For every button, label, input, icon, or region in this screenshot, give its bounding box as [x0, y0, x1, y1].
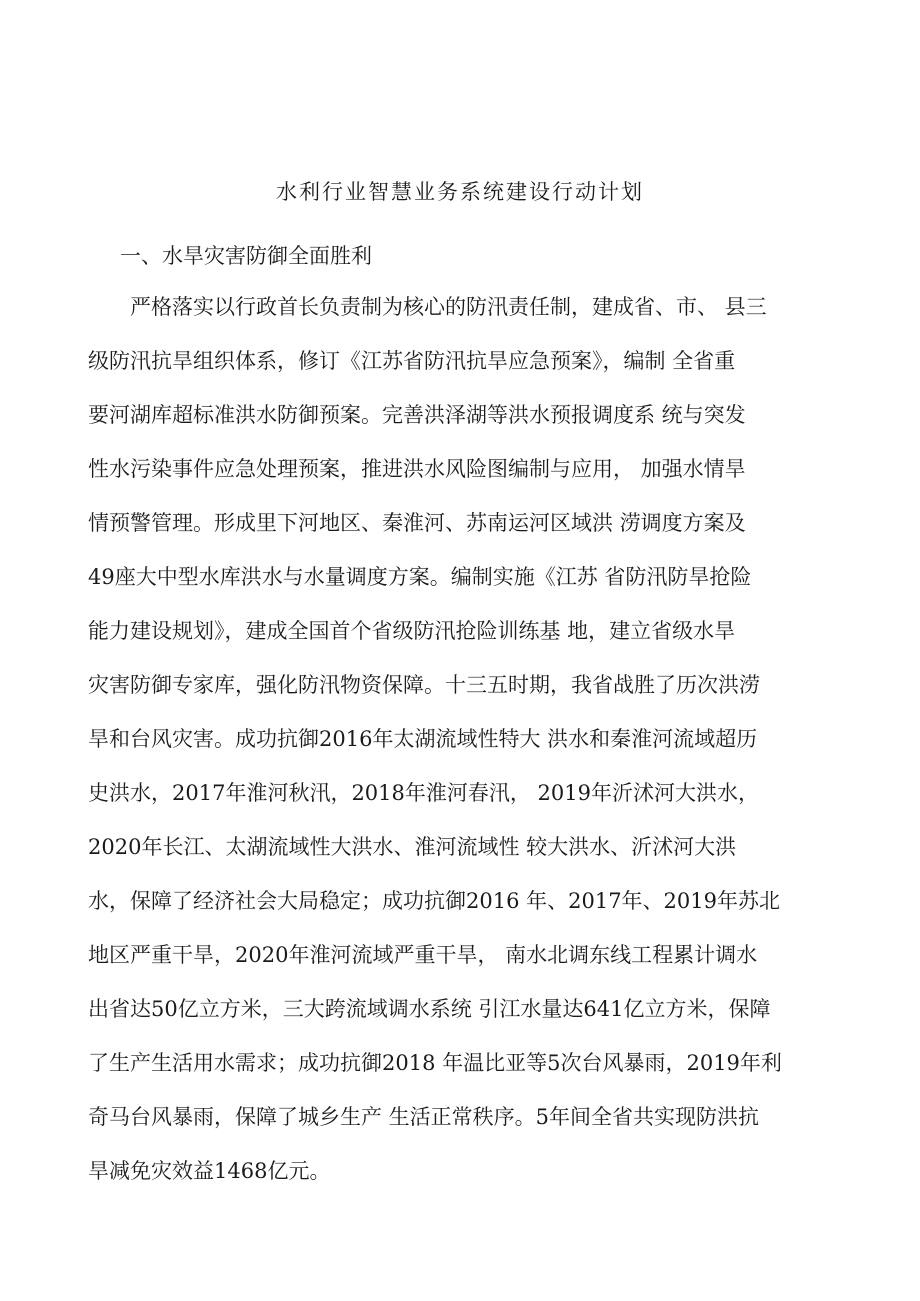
- section-heading: 一、水旱灾害防御全面胜利: [120, 244, 372, 268]
- paragraph-line: 性水污染事件应急处理预案，推进洪水风险图编制与应用， 加强水情旱: [88, 457, 746, 481]
- paragraph-line: 2020年长江、太湖流域性大洪水、淮河流域性 较大洪水、沂沭河大洪: [88, 835, 737, 859]
- paragraph-line: 49座大中型水库洪水与水量调度方案。编制实施《江苏 省防汛防旱抢险: [88, 565, 752, 589]
- paragraph-line: 史洪水，2017年淮河秋汛，2018年淮河春汛， 2019年沂沭河大洪水，: [88, 781, 760, 805]
- paragraph-line: 情预警管理。形成里下河地区、秦淮河、苏南运河区域洪 涝调度方案及: [88, 511, 746, 535]
- paragraph-line: 严格落实以行政首长负责制为核心的防汛责任制，建成省、市、 县三: [130, 295, 767, 319]
- paragraph-line: 旱减免灾效益1468亿元。: [88, 1159, 331, 1183]
- paragraph-line: 级防汛抗旱组织体系，修订《江苏省防汛抗旱应急预案》，编制 全省重: [88, 349, 736, 373]
- document-title: 水利行业智慧业务系统建设行动计划: [276, 180, 644, 204]
- paragraph-line: 水，保障了经济社会大局稳定；成功抗御2016 年、2017年、2019年苏北: [88, 889, 781, 913]
- paragraph-line: 旱和台风灾害。成功抗御2016年太湖流域性特大 洪水和秦淮河流域超历: [88, 727, 758, 751]
- paragraph-line: 了生产生活用水需求；成功抗御2018 年温比亚等5次台风暴雨，2019年利: [88, 1051, 782, 1075]
- paragraph-line: 地区严重干旱，2020年淮河流域严重干旱， 南水北调东线工程累计调水: [88, 943, 758, 967]
- paragraph-line: 灾害防御专家库，强化防汛物资保障。十三五时期，我省战胜了历次洪涝: [88, 673, 760, 697]
- paragraph-line: 要河湖库超标准洪水防御预案。完善洪泽湖等洪水预报调度系 统与突发: [88, 403, 746, 427]
- paragraph-line: 出省达50亿立方米，三大跨流域调水系统 引江水量达641亿立方米，保障: [88, 997, 771, 1021]
- paragraph-line: 奇马台风暴雨，保障了城乡生产 生活正常秩序。5年间全省共实现防洪抗: [88, 1105, 760, 1129]
- paragraph-line: 能力建设规划》，建成全国首个省级防汛抢险训练基 地，建立省级水旱: [88, 619, 736, 643]
